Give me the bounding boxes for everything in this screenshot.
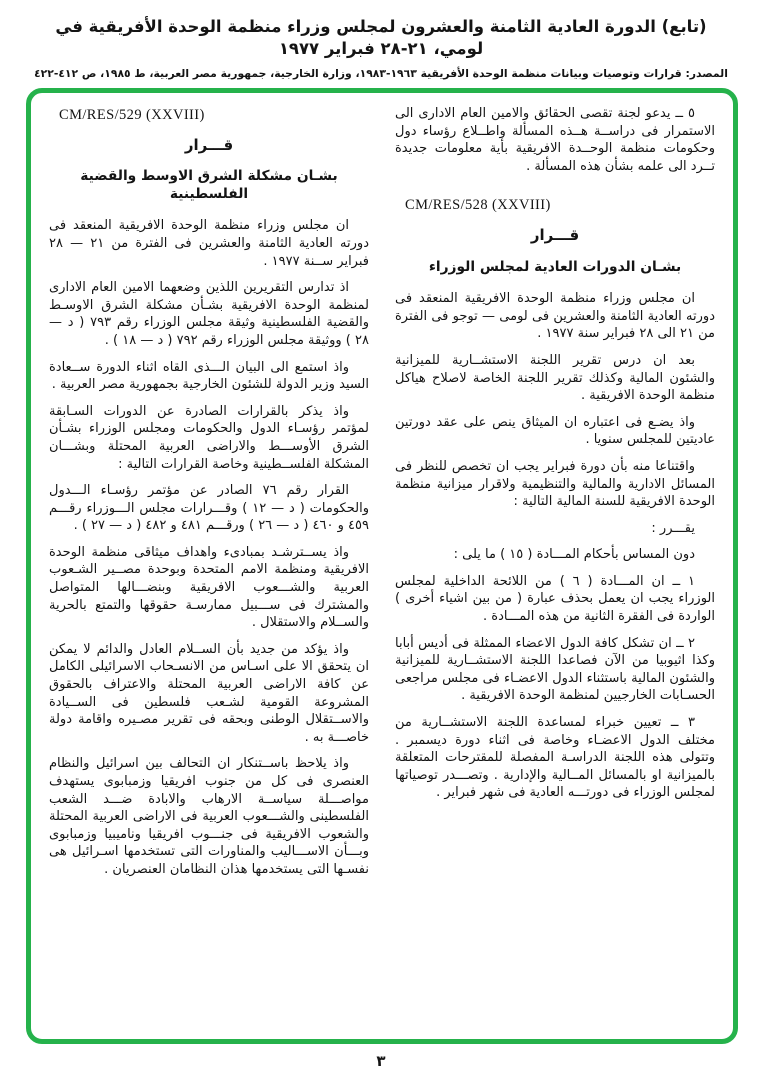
paragraph-item-2: ٢ ــ ان تشكل كافة الدول الاعضاء الممثلة فى أديس أبابا وكذا اثيوبيا من الآن فصاعدا اللجنة الاستشــارية للميزانية والشئون المالية باستثناء الدول الاعضـاء فى مجلس مراجعى الحسـابات الخارجيين لمنظمة الوحدة الافريقية . — [395, 635, 715, 704]
doc-ref-cmres528: CM/RES/528 (XXVIII) — [405, 197, 551, 214]
paragraph-decides: يقـــرر : — [651, 520, 695, 536]
subject-heading-529: بشـان مشكلة الشرق الاوسط والقضية الفلسطينية — [80, 168, 338, 202]
decree-heading-529: قـــرار — [184, 135, 234, 154]
doc-ref-cmres529: CM/RES/529 (XXVIII) — [59, 107, 205, 123]
decree-heading-528: قـــرار — [530, 225, 580, 244]
page-header — [0, 0, 762, 80]
paragraph: واقتناعا منه بأن دورة فبراير يجب ان تخصص للنظر فى المسائل الادارية والمالية والتنظيمية ولاقرار ميزانية منظمة الوحدة الافريقية للسنة المالية التالية : — [395, 458, 715, 510]
paragraph: واذ يلاحظ باســتنكار ان التحالف بين اسرائيل والنظام العنصرى فى كل من جنوب افريقيا وزمبابوى يستهدف مواصـــلة سياســة الارهاب والابادة ضـــد الشعب الفلسطينى والشـــعوب العربية فى الاراضى العربية المحتلة والشعوب الافريقية فى جنـــوب افريقيا وناميبيا وزمبابوى وبـــأن الاســـاليب والمناورات التى تستخدمها اسـرائيل هى نفسـها التى يستخدمها هذان النظامان العنصريان . — [49, 756, 369, 877]
page-number: ٣ — [376, 1052, 386, 1070]
paragraph: القرار رقم ٧٦ الصادر عن مؤتمر رؤسـاء الـــدول والحكومات ( د — ١٢ ) وقـــرارات مجلس الـــوزراء رقـــم ٤٥٩ و ٤٦٠ ( د — ٢٦ ) ورقـــم ٤٨١ و ٤٨٢ ( د — ٢٧ ) . — [49, 483, 369, 534]
two-column-layout — [49, 105, 715, 1029]
paragraph: واذ يؤكد من جديد بأن الســلام العادل والدائم لا يمكن ان يتحقق الا على اسـاس من الانسـحاب الاسرائيلى الكامل عن كافة الاراضى العربية المحتلة والاعتراف بالحقوق المشروعة القومية لشـعب فلسطين فى الســيادة والاســتقلال الوطنى وبحقه فى تقرير مصـيره واقامة دولة خاصـــة به . — [49, 641, 369, 745]
paragraph: واذ استمع الى البيان الـــذى القاه اثناء الدورة ســعادة السيد وزير الدولة للشئون الخارجية بجمهورية مصر العربية . — [49, 359, 369, 393]
paragraph-item-3: ٣ ــ تعيين خبراء لمساعدة اللجنة الاستشــارية من مختلف الدول الاعضـاء وخاصة فى اثناء دورة ديسمبر . وتتولى هذه اللجنة الدراسـة المفصلة للمقترحات المتعلقة بالميزانية او بالمسائل المــالية والإدارية . وتصـــدر توصياتها لمجلس الوزراء فى دورتـــه العادية فى شهر فبراير . — [395, 715, 715, 801]
column-resolution-528 — [395, 105, 715, 1029]
paragraph: واذ يذكر بالقرارات الصادرة عن الدورات السـابقة لمؤتمر رؤسـاء الدول والحكومات ومجلس الوزراء بشـأن الشرق الأوســـط والاراضى العربية المحتلة وبشـــان المشكلة الفلســطينية وخاصة القرارات التالية : — [49, 403, 369, 472]
paragraph: ان مجلس وزراء منظمة الوحدة الافريقية المنعقد فى دورته العادية الثامنة والعشرين فى لومى — توجو فى الفترة من ٢١ الى ٢٨ فبراير سنة ١٩٧٧ . — [395, 291, 715, 342]
paragraph: واذ يســترشـد بمبادىء واهداف ميثاقى منظمة الوحدة الافريقية ومنظمة الامم المتحدة وبوحدة مصــير الشـعوب العربية والشـــعوب الافريقية وبنضـــالها المتواصل والمشترك فى ســـبيل ممارسـة حقوقها والتمتع بالحرية والســلام والاستقلال . — [49, 544, 369, 631]
paragraph-item-1: ١ ــ ان المـــادة ( ٦ ) من اللائحة الداخلية لمجلس الوزراء يجب ان يعمل بحذف عبارة ( من بين اشياء أخرى ) الواردة فى الفقرة الثانية من هذه المـــادة . — [395, 573, 715, 625]
session-title: (تابع) الدورة العادية الثامنة والعشرون لمجلس وزراء منظمة الوحدة الأفريقية في لومي، ٢١-٢٨ فبراير ١٩٧٧ — [55, 17, 707, 59]
paragraph: واذ يضـع فى اعتباره ان الميثاق ينص على عقد دورتين عاديتين للمجلس سنويا . — [395, 414, 715, 448]
subject-heading-528: بشـان الدورات العادية لمجلس الوزراء — [428, 258, 682, 275]
column-resolution-529 — [49, 105, 369, 1029]
paragraph: دون المساس بأحكام المـــادة ( ١٥ ) ما يلى : — [453, 547, 695, 563]
paragraph: بعد ان درس تقرير اللجنة الاستشــارية للميزانية والشئون المالية وكذلك تقرير اللجنة الخاصة لاصلاح هياكل منظمة الوحدة الافريقية . — [395, 352, 715, 404]
green-border-frame — [26, 88, 738, 1044]
paragraph-clause-5: ٥ ــ يدعو لجنة تقصى الحقائق والامين العام الادارى الى الاستمرار فى دراســة هــذه المسألة واطــلاع رؤساء دول وحكومات منظمة الوحــدة الافريقية بأية معلومات جديدة تــرد الى علمه بشأن هذه المسألة . — [395, 106, 715, 174]
paragraph: ان مجلس وزراء منظمة الوحدة الافريقية المنعقد فى دورته العادية الثامنة والعشرين فى الفترة من ٢١ — ٢٨ فبراير ســنة ١٩٧٧ . — [49, 218, 369, 269]
paragraph: اذ تدارس التقريرين اللذين وضعهما الامين العام الادارى لمنظمة الوحدة الافريقية بشـأن مشكلة الشرق الاوسـط والقضية الفلسطينية وثيقة مجلس الوزراء رقم ٧٩٣ ( د — ٢٨ ) ووثيقة مجلس الوزراء رقم ٧٩٢ ( د — ١٨ ) . — [49, 280, 369, 348]
source-citation: المصدر: قرارات وتوصيات وبيانات منظمة الوحدة الأفريقية ١٩٦٣-١٩٨٣، وزارة الخارجية، جمهورية مصر العربية، ط ١٩٨٥، ص ٤١٢-٤٢٢ — [34, 66, 728, 80]
